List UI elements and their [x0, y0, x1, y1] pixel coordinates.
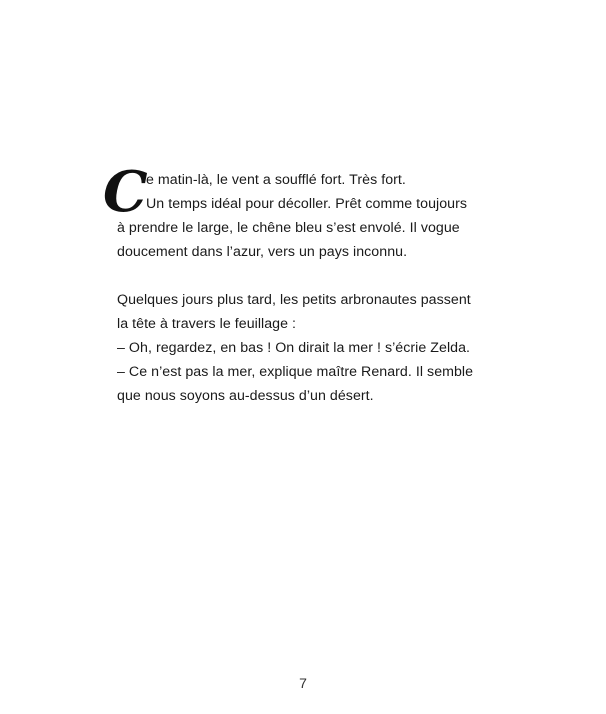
text-line: doucement dans l’azur, vers un pays inconnu. [117, 244, 408, 260]
paragraph-opening [117, 168, 517, 264]
text-line: la tête à travers le feuillage : [117, 316, 297, 332]
page-number: 7 [299, 675, 307, 691]
dialogue-line: – Ce n’est pas la mer, explique maître Renard. Il semble [117, 364, 474, 380]
text-line: Un temps idéal pour décoller. Prêt comme toujours [146, 196, 468, 212]
text-line: Quelques jours plus tard, les petits arbronautes passent [117, 292, 471, 308]
dialogue-line: – Oh, regardez, en bas ! On dirait la mer ! s’écrie Zelda. [117, 340, 471, 356]
text-line: e matin-là, le vent a soufflé fort. Très fort. [146, 172, 406, 188]
text-line: que nous soyons au-dessus d’un désert. [117, 388, 374, 404]
text-line: à prendre le large, le chêne bleu s’est envolé. Il vogue [117, 220, 460, 236]
drop-cap: C [103, 159, 148, 225]
story-text [103, 159, 517, 408]
paragraph-dialogue [117, 288, 517, 408]
